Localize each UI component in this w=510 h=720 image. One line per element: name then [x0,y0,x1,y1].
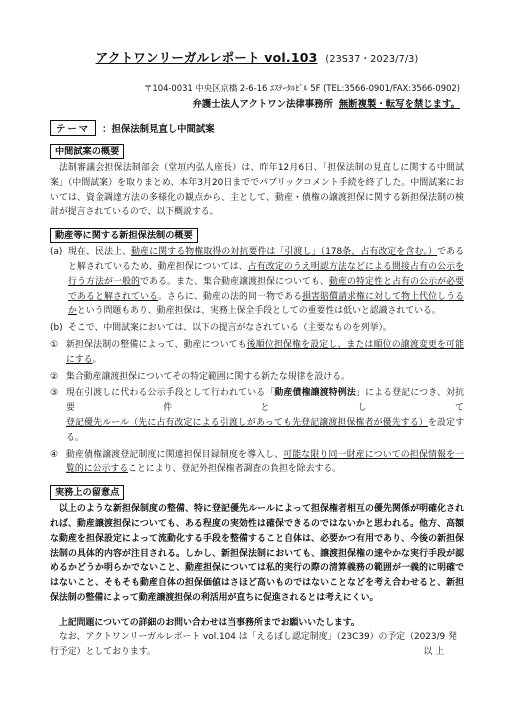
closing-mark: 以 上 [423,646,444,657]
section-heading-movable: 動産等に関する新担保法制の概要 [50,228,198,243]
proposal-item-4: ④ 動産債権譲渡登記制度に関連担保目録制度を導入し、可能な限り同一財産についての担保情報を一覧的に公示することにより、登記外担保権者調査の負担を除去する。 [50,449,464,475]
proposal-item-2: ② 集合動産譲渡担保についてその特定範囲に関する新たな規律を設ける。 [50,371,350,382]
proposal-item-1: ① 新担保法制の整備によって、動産についても後順位担保権を設定し、または順位の譲渡変更を可能にする。 [50,339,464,365]
theme-value: ：担保法制見直し中間試案 [102,124,215,135]
next-issue-text: なお、アクトワンリーガルレポート vol.104 は「えるぼし認定制度」（23C39）の予定（2023/9 発行予定）としております。 [50,632,457,657]
firm-name: 弁護士法人アクトワン法律事務所 [192,99,333,110]
item-b-label: (b) [50,323,63,334]
firm-address: 〒104-0031 中央区京橋 2-6-16 ｴｽﾃｰﾀﾙﾋﾞﾙ 5F (TEL:3566-0901/FAX:3566-0902) [144,83,460,93]
copy-notice: 無断複製・転写を禁じます。 [338,99,460,110]
item-a-text: 現在、民法上、動産に関する物権取得の対抗要件は「引渡し」（178条、占有改定を含む。）であると解されているため、動産担保については、占有改定のうえ明認方法などによる間接占有の公示を行う方法が一般的である。また、集合動産譲渡担保についても、動産の特定性と占有の公示が必要であると解されている。さらに、動産の法的同一物である損害賠償請求権に対して物上代位しうるかという問題もあり、動産担保は、実務上保全手段としての重要性は低いと認識されている。 [68,247,465,317]
theme-row [50,120,464,136]
interim-paragraph: 法制審議会担保法制部会（堂垣内弘人座長）は、昨年12月6日、「担保法制の見直しに関する中間試案」（中間試案）を取りまとめ、本年3月20日まででパブリックコメント手続を終了した。中間試案においては、資金調達方法の多様化の観点から、主として、動産・債権の譲渡担保に関する新担保法制の検討が提言されているので、以下概説する。 [50,163,464,218]
contact-line: 上記問題についての詳細のお問い合わせは当事務所までお願いいたします。 [58,617,360,628]
report-header [50,48,464,66]
item-b [50,321,464,336]
item-b-text: そこで、中間試案においては、以下の提言がなされている（主要なものを列挙）。 [68,323,392,334]
issue-info: (23S37・2023/7/3) [325,54,419,65]
firm-line [50,96,464,110]
item-a-label: (a) [50,247,63,258]
section-heading-interim: 中間試案の概要 [50,144,124,159]
proposal-item-3: ③ 現在引渡しに代わる公示手段として行われている「動産債権譲渡特例法」による登記につき、対抗要件として登記優先ルール（先に占有改定による引渡しがあっても先登記譲渡担保権者が優先する）を設定する。 [50,388,465,443]
item-a [50,245,464,319]
report-title: アクトワンリーガルレポート vol.103 [95,50,318,65]
section-heading-practice: 実務上の留意点 [50,485,124,500]
theme-label: テーマ [50,120,96,136]
practice-paragraph: 以上のような新担保制度の整備、特に登記優先ルールによって担保権者相互の優先関係が明確化されれば、動産譲渡担保についても、ある程度の実効性は確保できるのではないかと思われる。他方、高額な動産を担保設定によって流動化する手段を整備すること自体は、必要かつ有用であり、今後の新担保法制の具体的内容が注目される。しかし、新担保法制においても、譲渡担保権の速やかな実行手段が認めるかどうか明らかでないこと、動産担保については私的実行の際の清算義務の範囲が一義的に明確ではないこと、そもそも動産自体の担保価値はさほど高いものではないことなどを考え合わせると、新担保法制の整備によって動産譲渡担保の利活用が直ちに促進されるとは考えにくい。 [50,504,464,603]
next-issue-line [50,630,464,659]
